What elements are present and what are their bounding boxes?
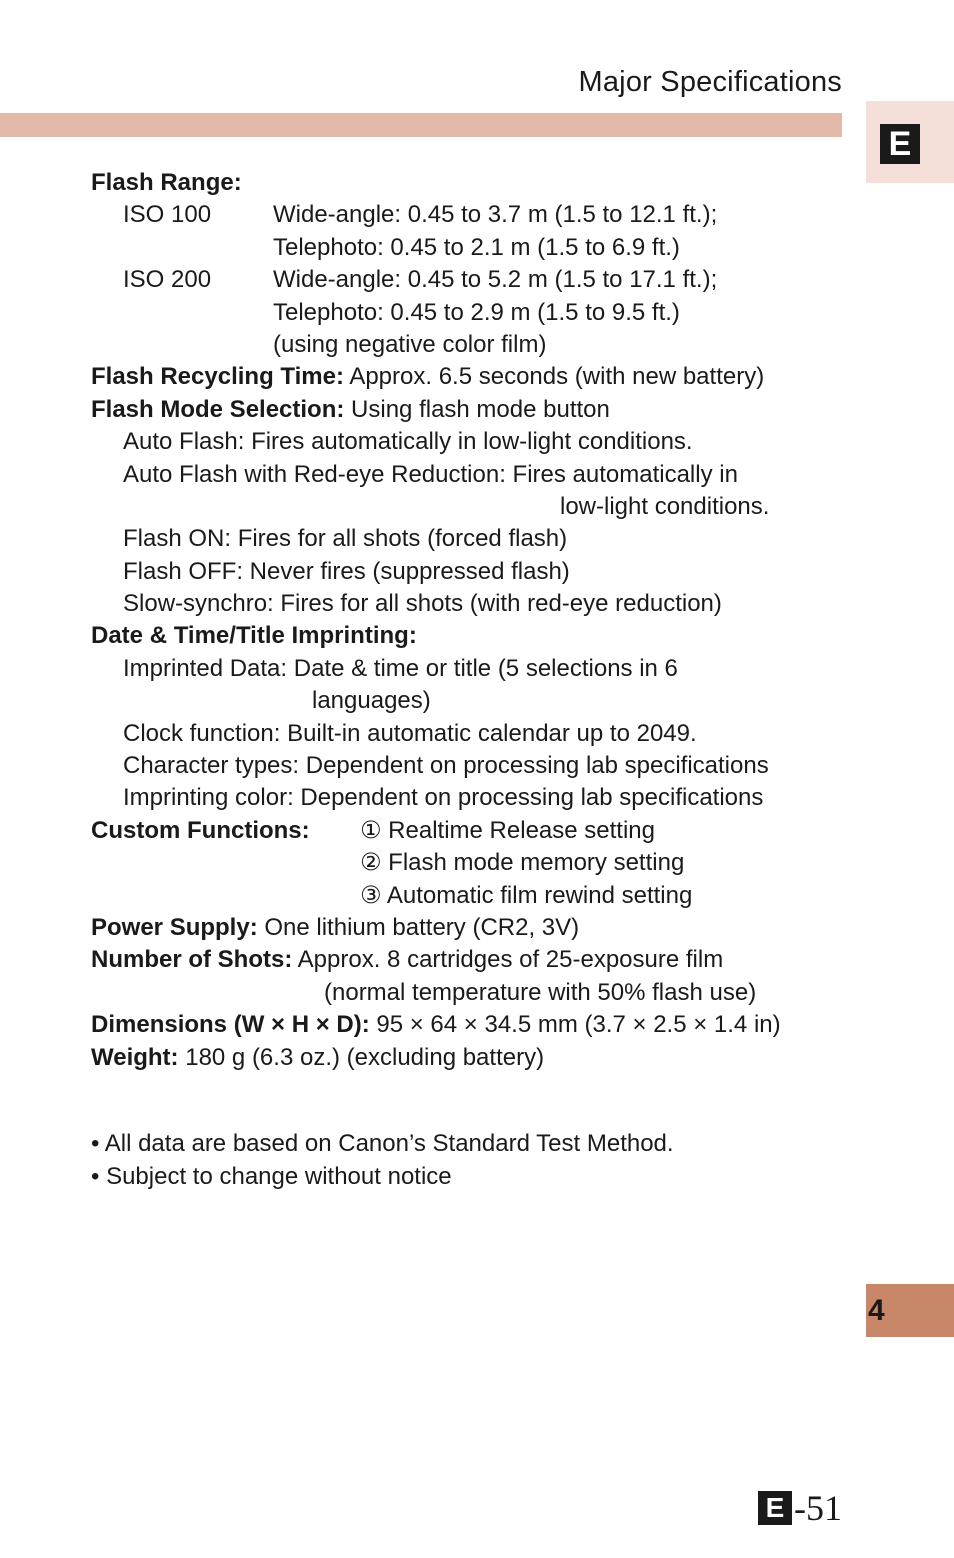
flash-range-label: Flash Range:: [91, 169, 242, 196]
flash-range-iso100-row: [91, 199, 851, 231]
weight-row: [91, 1042, 851, 1074]
dimensions-value: 95 × 64 × 34.5 mm (3.7 × 2.5 × 1.4 in): [369, 1011, 781, 1039]
flash-mode-value: Using flash mode button: [344, 395, 610, 423]
iso100-tele: Telephoto: 0.45 to 2.1 m (1.5 to 6.9 ft.): [273, 233, 680, 261]
chapter-tab: 4: [866, 1284, 954, 1337]
power-value: One lithium battery (CR2, 3V): [257, 913, 580, 941]
header-band: [0, 113, 842, 137]
flash-mode-redeye: Auto Flash with Red-eye Reduction: Fires automatically in: [123, 460, 738, 488]
flash-mode-slow: Slow-synchro: Fires for all shots (with red-eye reduction): [123, 590, 722, 618]
shots-cont-row: [91, 977, 851, 1009]
flash-mode-on: Flash ON: Fires for all shots (forced flash): [123, 525, 568, 553]
imprinting-clock: Clock function: Built-in automatic calendar up to 2049.: [123, 719, 697, 747]
custom-function-2-row: [91, 847, 851, 879]
recycling-value: Approx. 6.5 seconds (with new battery): [343, 363, 765, 391]
flash-range-iso200-tele-row: [91, 297, 851, 329]
imprinting-label: Date & Time/Title Imprinting:: [91, 622, 417, 650]
custom-functions-label: Custom Functions:: [91, 816, 310, 844]
notes: [91, 1127, 674, 1193]
custom-function-1: ① Realtime Release setting: [360, 816, 655, 844]
iso200-note: (using negative color film): [273, 330, 547, 358]
weight-value: 180 g (6.3 oz.) (excluding battery): [178, 1043, 545, 1071]
imprinting-color: Imprinting color: Dependent on processing lab specifications: [123, 784, 764, 812]
custom-function-3: ③ Automatic film rewind setting: [360, 881, 693, 909]
custom-function-3-row: [91, 880, 851, 912]
flash-mode-auto: Auto Flash: Fires automatically in low-light conditions.: [123, 428, 693, 456]
recycling-row: [91, 361, 851, 393]
page-title: Major Specifications: [578, 66, 842, 98]
flash-mode-off: Flash OFF: Never fires (suppressed flash): [123, 557, 570, 585]
iso200-label: ISO 200: [123, 266, 212, 294]
flash-mode-redeye-cont-row: [91, 491, 851, 523]
shots-row: [91, 944, 851, 976]
iso200-tele: Telephoto: 0.45 to 2.9 m (1.5 to 9.5 ft.): [273, 298, 680, 326]
recycling-label: Flash Recycling Time:: [91, 363, 344, 391]
imprinting-data-cont-row: [91, 685, 851, 717]
iso100-wide: Wide-angle: 0.45 to 3.7 m (1.5 to 12.1 ft.);: [273, 201, 718, 229]
spec-list: [91, 167, 851, 1074]
flash-mode-redeye-cont: low-light conditions.: [560, 492, 770, 520]
power-row: [91, 912, 851, 944]
flash-range-note-row: [91, 329, 851, 361]
imprinting-data: Imprinted Data: Date & time or title (5 selections in 6: [123, 654, 678, 682]
flash-range-iso100-tele-row: [91, 232, 851, 264]
custom-function-2: ② Flash mode memory setting: [360, 849, 685, 877]
imprinting-data-cont: languages): [312, 687, 431, 715]
shots-value-cont: (normal temperature with 50% flash use): [324, 978, 757, 1006]
shots-value: Approx. 8 cartridges of 25-exposure film: [292, 946, 724, 974]
weight-label: Weight:: [91, 1043, 179, 1071]
note-item: • All data are based on Canon’s Standard Test Method.: [91, 1130, 674, 1157]
custom-functions-row: [91, 815, 851, 847]
language-e-badge: E: [880, 124, 920, 164]
iso200-wide: Wide-angle: 0.45 to 5.2 m (1.5 to 17.1 ft.);: [273, 266, 718, 294]
flash-mode-row: [91, 394, 851, 426]
shots-label: Number of Shots:: [91, 946, 293, 974]
page-number-text: -51: [794, 1488, 842, 1528]
flash-mode-label: Flash Mode Selection:: [91, 395, 345, 423]
flash-range-iso200-row: [91, 264, 851, 296]
page-prefix-badge: E: [758, 1491, 792, 1525]
dimensions-row: [91, 1009, 851, 1041]
iso100-label: ISO 100: [123, 201, 212, 229]
page-number: [758, 1488, 842, 1528]
power-label: Power Supply:: [91, 913, 258, 941]
note-item: • Subject to change without notice: [91, 1163, 452, 1190]
dimensions-label: Dimensions (W × H × D):: [91, 1011, 370, 1039]
imprinting-chartypes: Character types: Dependent on processing lab specifications: [123, 752, 769, 780]
